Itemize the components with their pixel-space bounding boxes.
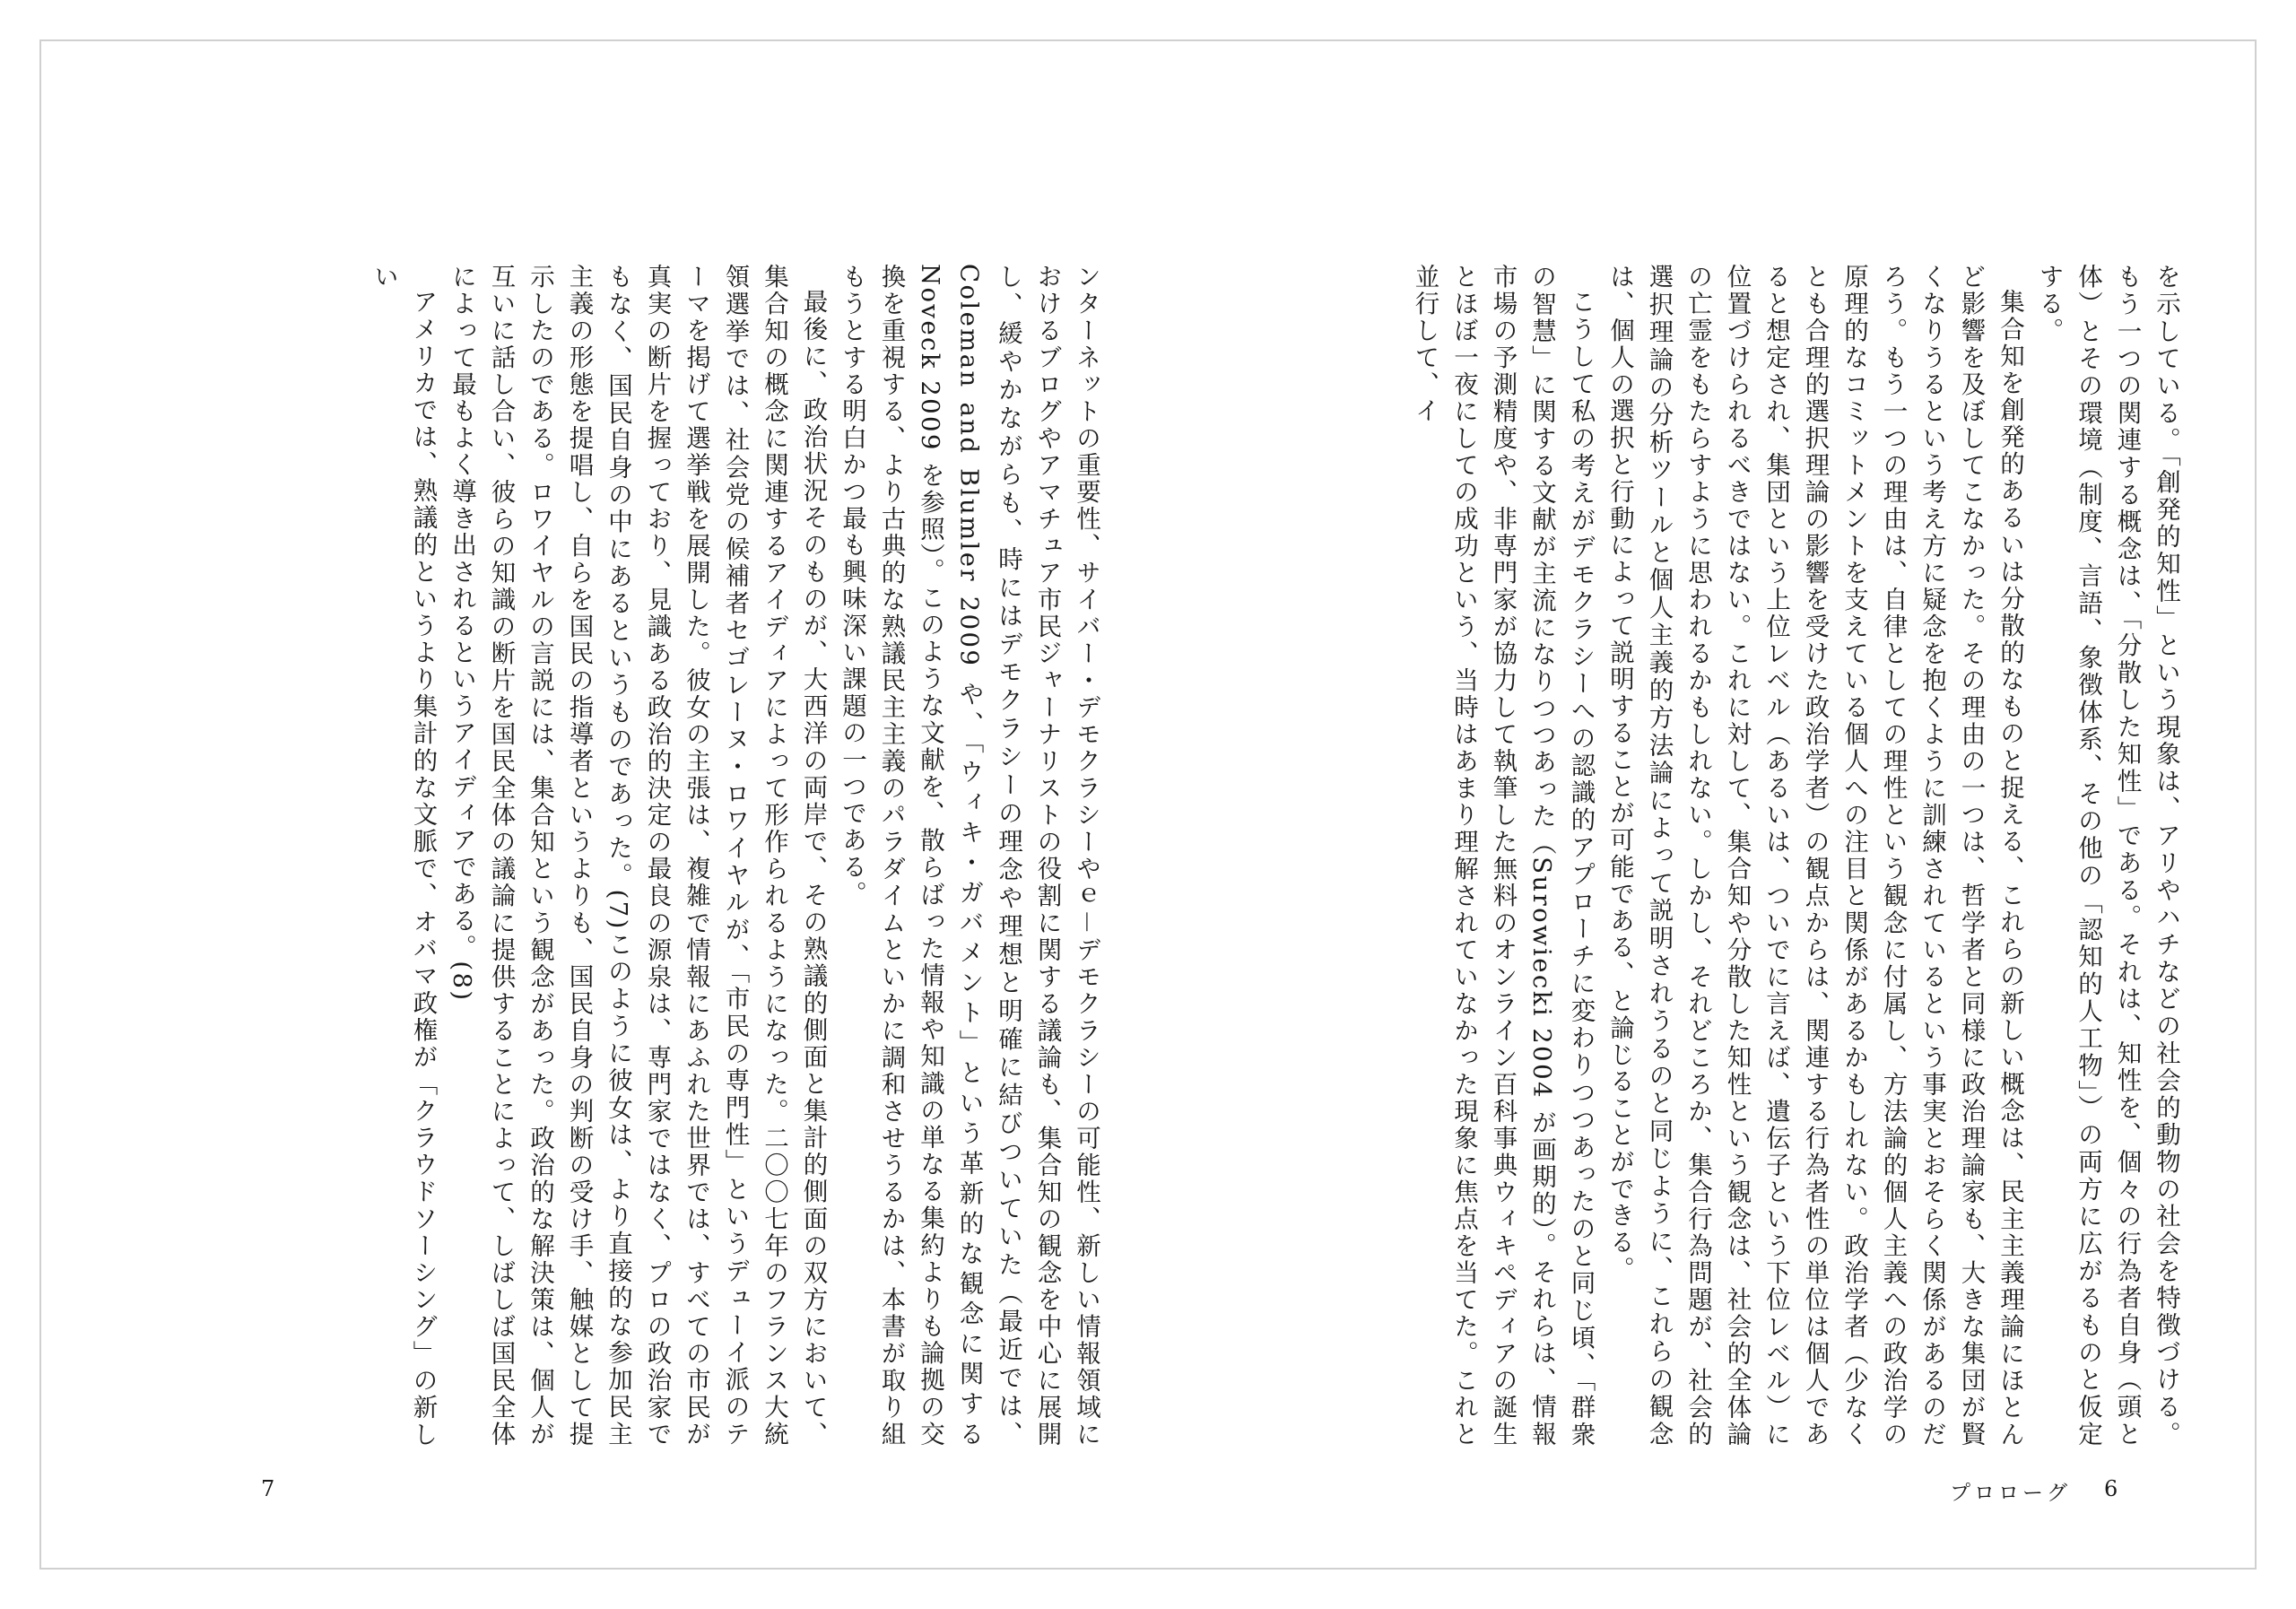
right-page-body	[1378, 264, 2185, 1448]
running-head: プロローグ	[1950, 1482, 2071, 1505]
right-paragraph-3: こうして私の考えがデモクラシーへの認識的アプローチに変わりつつあったのと同じ頃、「群衆の智慧」に関する文献が主流になりつつあった（Surowiecki 2004 が画期的）。それらは、情報市場の予測精度や、非専門家が協力して執筆した無料のオンライン百科事典ウィキペディアの誕生とほぼ一夜にしての成功という、当時はあまり理解されていなかった現象に焦点を当てた。これと並行して、イ	[1410, 264, 1596, 1448]
right-paragraph-1: を示している。「創発的知性」という現象は、アリやハチなどの社会的動物の社会を特徴づける。もう一つの関連する概念は、「分散した知性」である。それは、知性を、個々の行為者自身（頭と体）とその環境（制度、言語、象徴体系、その他の「認知的人工物」）の両方に広がるものと仮定する。	[2034, 264, 2180, 1448]
right-paragraph-2: 集合知を創発的あるいは分散的なものと捉える、これらの新しい概念は、民主主義理論にほとんど影響を及ぼしてこなかった。その理由の一つは、哲学者と同様に政治理論家も、大きな集団が賢くなりうるという考え方に疑念を抱くように訓練されているという事実とおそらく関係があるのだろう。もう一つの理由は、自律としての理性という観念に付属し、方法論的個人主義への政治学の原理的なコミットメントを支えている個人への注目と関係があるかもしれない。政治学者（少なくとも合理的選択理論の影響を受けた政治学者）の観点からは、関連する行為者性の単位は個人であると想定され、集団という上位レベル（あるいは、ついでに言えば、遺伝子という下位レベル）に位置づけられるべきではない。これに対して、集合知や分散した知性という観念は、社会的全体論の亡霊をもたらすように思われるかもしれない。しかし、それどころか、集合行為問題が、社会的選択理論の分析ツールと個人主義的方法論によって説明されうるのと同じように、これらの観念は、個人の選択と行動によって説明することが可能である、と論じることができる。	[1605, 264, 2024, 1448]
left-page-body	[244, 264, 1105, 1448]
left-paragraph-2: 最後に、政治状況そのものが、大西洋の両岸で、その熟議的側面と集計的側面の双方において、集合知の概念に関連するアイディアによって形作られるようになった。二〇〇七年のフランス大統領選挙では、社会党の候補者セゴレーヌ・ロワイヤルが、「市民の専門性」というデューイ派のテーマを掲げて選挙戦を展開した。彼女の主張は、複雑で情報にあふれた世界では、すべての市民が真実の断片を握っており、見識ある政治的決定の最良の源泉は、専門家ではなく、プロの政治家でもなく、国民自身の中にあるというものであった。(7)このように彼女は、より直接的な参加民主主義の形態を提唱し、自らを国民の指導者というよりも、国民自身の判断の受け手、触媒として提示したのである。ロワイヤルの言説には、集合知という観念があった。政治的な解決策は、個人が互いに話し合い、彼らの知識の断片を国民全体の議論に提供することによって、しばしば国民全体によって最もよく導き出されるというアイディアである。(8)	[448, 264, 828, 1448]
book-spread	[39, 39, 2257, 1570]
left-paragraph-3: アメリカでは、熟議的というより集計的な文脈で、オバマ政権が「クラウドソーシング」の新しい	[370, 264, 438, 1448]
page-number-right: 6	[2104, 1476, 2118, 1501]
left-paragraph-1: ンターネットの重要性、サイバー・デモクラシーやｅ－デモクラシーの可能性、新しい情報領域におけるブログやアマチュア市民ジャーナリストの役割に関する議論も、集合知の観念を中心に展開し、緩やかながらも、時にはデモクラシーの理念や理想と明確に結びついていた（最近では、Coleman and Blumler 2009 や、「ウィキ・ガバメント」という革新的な観念に関する Noveck 2009 を参照）。このような文献を、散らばった情報や知識の単なる集約よりも論拠の交換を重視する、より古典的な熟議民主主義のパラダイムといかに調和させうるかは、本書が取り組もうとする明白かつ最も興味深い課題の一つである。	[838, 264, 1100, 1448]
page-number-left: 7	[261, 1476, 275, 1501]
